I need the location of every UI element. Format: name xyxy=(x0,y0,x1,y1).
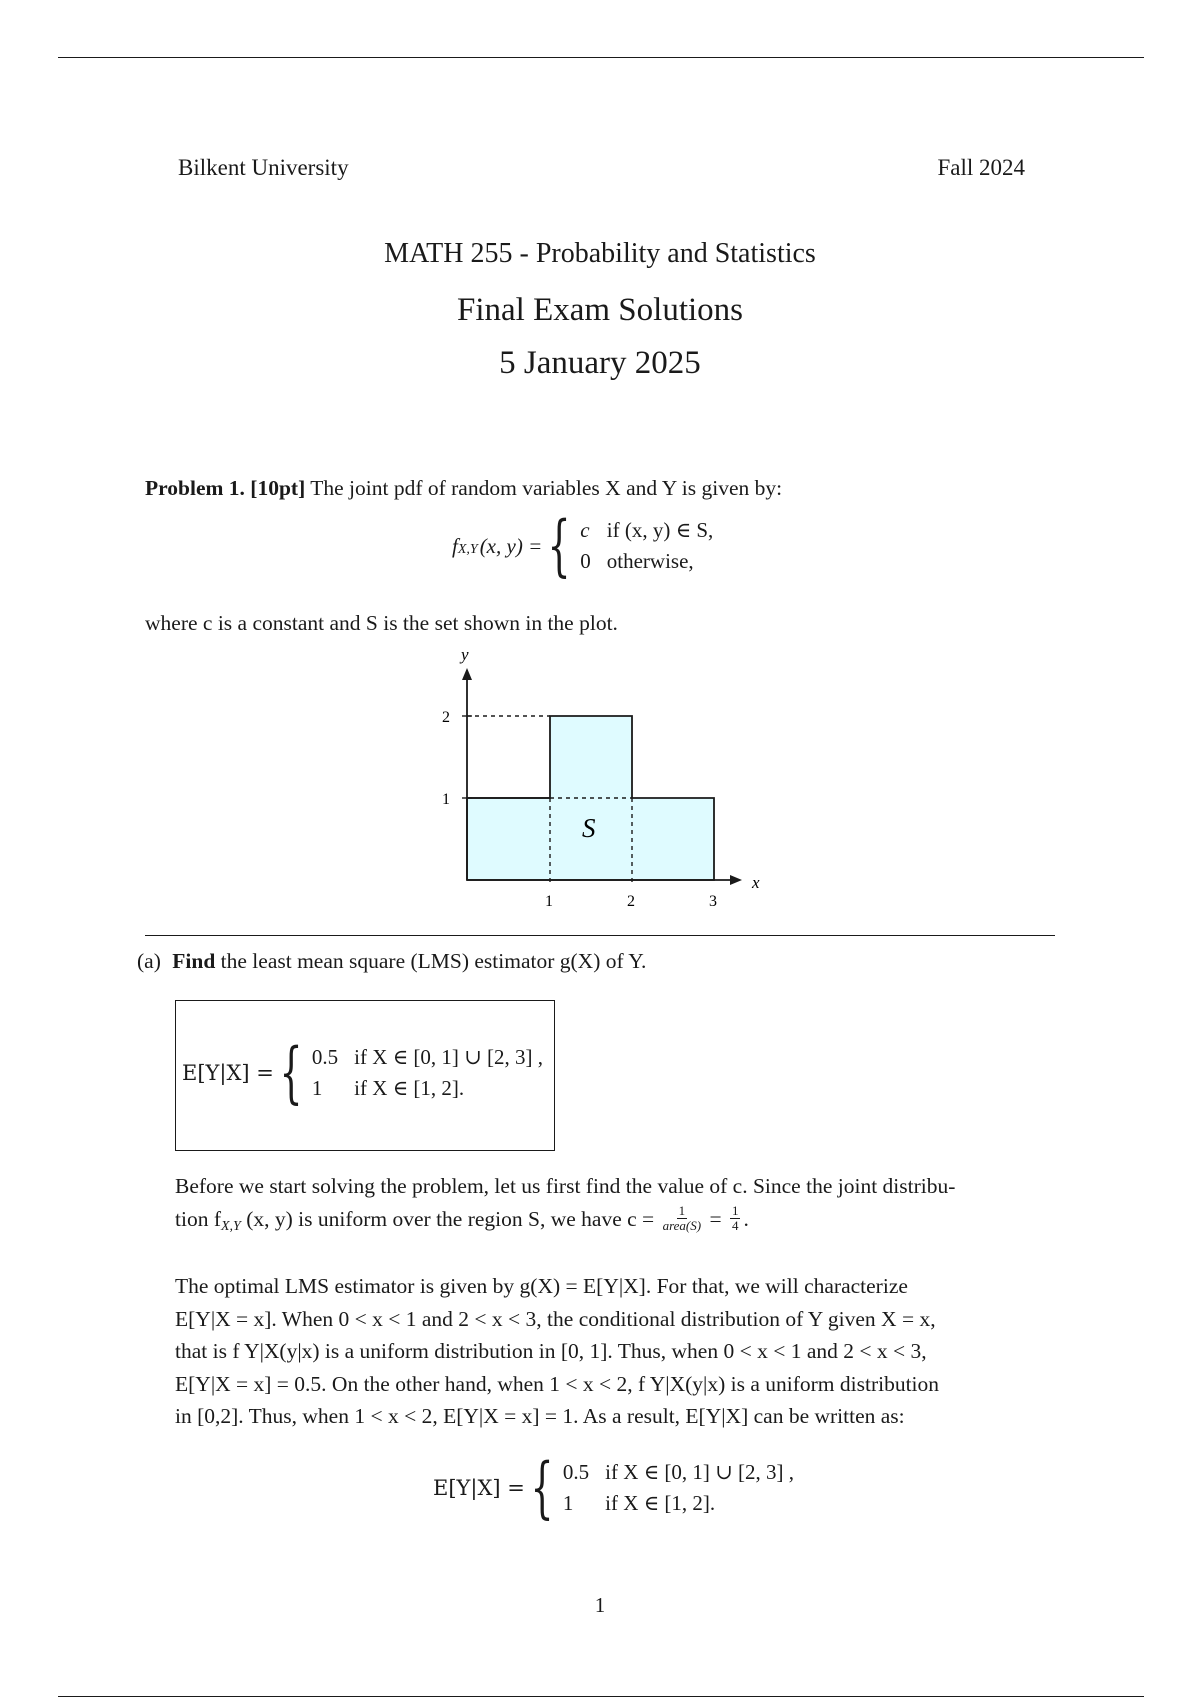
fraction-1-numerator: 1 xyxy=(678,1203,686,1219)
final-case2-condition: if X ∈ [1, 2]. xyxy=(605,1491,716,1515)
bottom-rule xyxy=(58,1696,1144,1697)
paragraph-1-equals: = xyxy=(709,1206,722,1231)
paragraph-2-line-3: that is f Y|X(y|x) is a uniform distribution in [0, 1]. Thus, when 0 < x < 1 and 2 < x < 3, xyxy=(175,1339,927,1363)
paragraph-1-line-1: Before we start solving the problem, let us first find the value of c. Since the joint distribu- xyxy=(175,1174,956,1198)
final-lhs: E[Y|X] = xyxy=(433,1476,525,1500)
paragraph-2-line-2: E[Y|X = x]. When 0 < x < 1 and 2 < x < 3, the conditional distribution of Y given X = x, xyxy=(175,1306,936,1331)
solution-paragraph-2 xyxy=(175,1270,1055,1433)
pdf-case2-condition: otherwise, xyxy=(606,549,694,573)
fraction-1-denominator: area(S) xyxy=(662,1218,702,1234)
paragraph-2-line-1: The optimal LMS estimator is given by g(X) = E[Y|X]. For that, we will characterize xyxy=(175,1274,908,1298)
region-plot xyxy=(420,648,780,918)
y-tick-label-2: 2 xyxy=(442,709,450,726)
pdf-lhs-sub: X,Y xyxy=(457,542,478,557)
part-a-label: (a) xyxy=(137,949,161,973)
paragraph-1-period: . xyxy=(743,1206,749,1231)
answer-case2-value: 1 xyxy=(311,1076,323,1100)
y-axis-label: y xyxy=(461,648,469,664)
answer-lhs: E[Y|X] = xyxy=(182,1061,274,1085)
y-axis-arrow xyxy=(462,668,472,680)
pdf-cases xyxy=(580,518,713,574)
answer-cases xyxy=(312,1045,543,1101)
problem1-label: Problem 1. [10pt] xyxy=(145,476,306,500)
x-tick-label-1: 1 xyxy=(545,893,553,910)
x-tick-label-3: 3 xyxy=(709,893,717,910)
final-cases xyxy=(563,1460,794,1516)
pdf-case1-value: c xyxy=(580,518,590,542)
paragraph-2-line-4: E[Y|X = x] = 0.5. On the other hand, when 1 < x < 2, f Y|X(y|x) is a uniform distribution xyxy=(175,1371,940,1396)
answer-brace: { xyxy=(279,1034,303,1111)
part-a-question xyxy=(137,945,1057,978)
answer-case2-condition: if X ∈ [1, 2]. xyxy=(354,1076,465,1100)
fraction-one-over-area xyxy=(663,1204,702,1233)
term: Fall 2024 xyxy=(937,155,1025,180)
region-label: S xyxy=(582,813,596,843)
fraction-one-quarter xyxy=(730,1204,741,1233)
course-title: MATH 255 - Probability and Statistics xyxy=(384,238,816,269)
pdf-case1-condition: if (x, y) ∈ S, xyxy=(606,518,714,542)
fraction-2-numerator: 1 xyxy=(731,1203,739,1219)
problem1-intro-text: The joint pdf of random variables X and Y is given by: xyxy=(310,476,783,500)
section-separator xyxy=(145,935,1055,936)
fraction-2-denominator: 4 xyxy=(731,1218,739,1234)
final-equation xyxy=(433,1449,794,1526)
y-tick-label-1: 1 xyxy=(442,791,450,808)
paragraph-2-line-5: in [0,2]. Thus, when 1 < x < 2, E[Y|X = x] = 1. As a result, E[Y|X] can be written as: xyxy=(175,1404,905,1428)
final-brace: { xyxy=(530,1449,554,1526)
final-case1-value: 0.5 xyxy=(562,1460,590,1484)
document-title: Final Exam Solutions xyxy=(456,292,743,328)
paragraph-1-line-2-mid: (x, y) is uniform over the region S, we have c = xyxy=(246,1206,655,1231)
pdf-lhs-args: (x, y) = xyxy=(479,533,543,558)
where-text: where c is a constant and S is the set shown in the plot. xyxy=(145,611,618,635)
pdf-lhs: f xyxy=(452,533,458,558)
pdf-definition xyxy=(452,507,714,584)
part-a-find: Find xyxy=(172,949,216,973)
paragraph-1-line-2 xyxy=(175,1203,1055,1240)
university-name: Bilkent University xyxy=(178,155,349,180)
final-case2-value: 1 xyxy=(562,1491,574,1515)
solution-paragraph-1 xyxy=(175,1170,1055,1239)
boxed-answer xyxy=(182,1034,543,1111)
x-axis-label: x xyxy=(752,873,760,892)
x-tick-label-2: 2 xyxy=(627,893,635,910)
pdf-case2-value: 0 xyxy=(580,549,591,573)
part-a-question-text: the least mean square (LMS) estimator g(X) of Y. xyxy=(220,949,647,973)
problem1-intro xyxy=(145,472,1065,505)
answer-case1-condition: if X ∈ [0, 1] ∪ [2, 3] , xyxy=(354,1045,543,1069)
top-rule xyxy=(58,57,1144,58)
paragraph-1-line-2-start: tion f xyxy=(175,1206,221,1231)
final-case1-condition: if X ∈ [0, 1] ∪ [2, 3] , xyxy=(605,1460,794,1484)
x-axis-arrow xyxy=(730,875,742,885)
page-number: 1 xyxy=(594,1593,606,1617)
exam-date: 5 January 2025 xyxy=(499,345,701,381)
pdf-brace: { xyxy=(547,507,571,584)
paragraph-1-subscript: X,Y xyxy=(220,1218,241,1234)
answer-case1-value: 0.5 xyxy=(311,1045,339,1069)
